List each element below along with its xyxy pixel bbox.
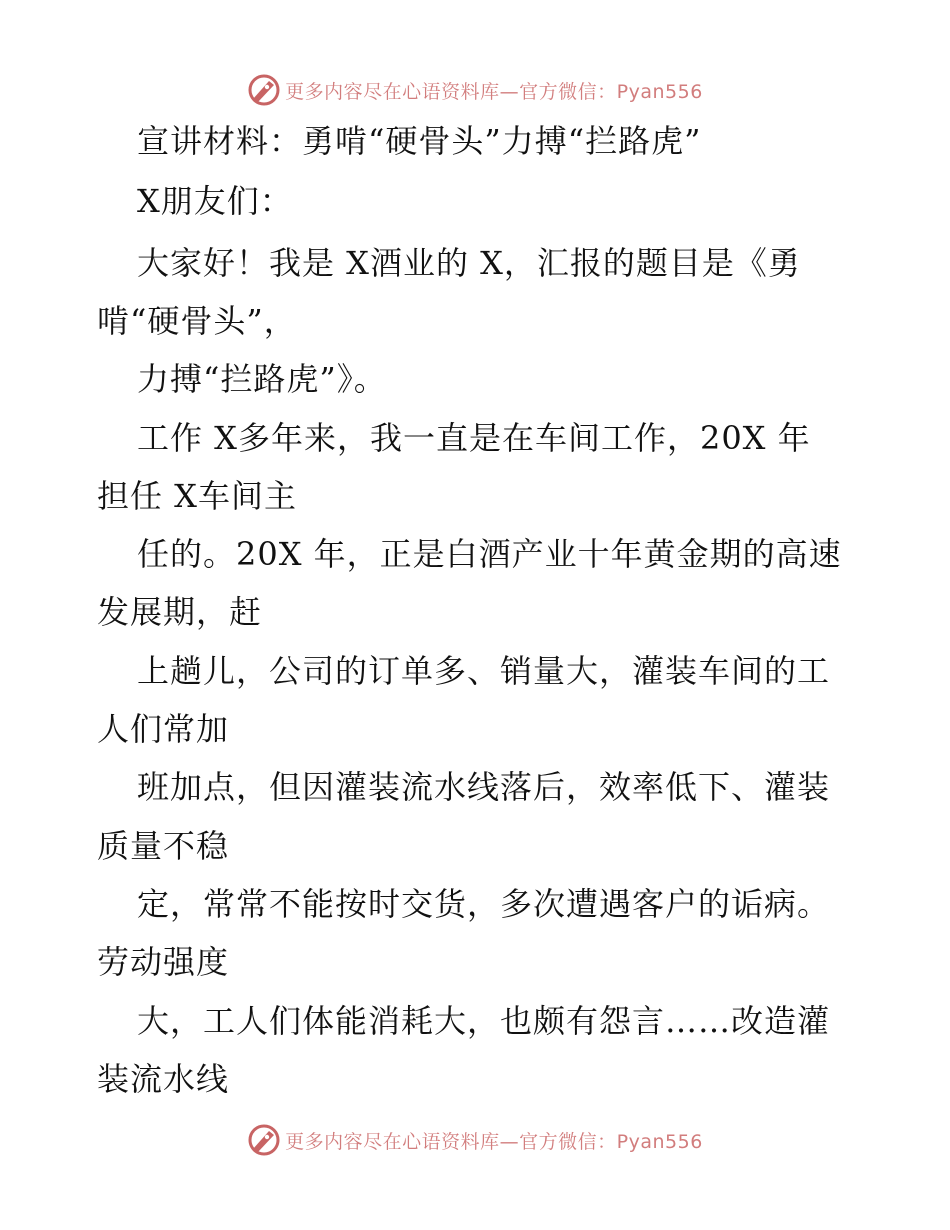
text-line: 大家好！我是 X酒业的 X，汇报的题目是《勇 — [137, 244, 801, 282]
text-line: 人们常加 — [97, 710, 230, 748]
text-line: 上趟儿，公司的订单多、销量大，灌装车间的工 — [137, 652, 831, 690]
salutation: X朋友们： — [137, 182, 293, 220]
text-line: 定，常常不能按时交货，多次遭遇客户的诟病。 — [137, 885, 831, 923]
document-title: 宣讲材料：勇啃“硬骨头”力搏“拦路虎” — [137, 122, 702, 160]
text-line: 发展期，赶 — [97, 593, 263, 631]
text-line: 力搏“拦路虎”》。 — [137, 360, 387, 398]
watermark-text: 更多内容尽在心语资料库—官方微信：Pyan556 — [285, 80, 703, 103]
pen-nib-seal-icon — [247, 73, 281, 107]
text-line: 大，工人们体能消耗大，也颇有怨言……改造灌 — [137, 1002, 831, 1040]
text-line: 工作 X多年来，我一直是在车间工作，20X 年 — [137, 419, 811, 457]
text-line: 啃“硬骨头”， — [97, 302, 297, 340]
text-line: 装流水线 — [97, 1060, 230, 1098]
text-line: 劳动强度 — [97, 943, 230, 981]
header-watermark — [0, 70, 950, 110]
pen-nib-seal-icon — [247, 1123, 281, 1157]
text-line: 质量不稳 — [97, 827, 230, 865]
watermark-text: 更多内容尽在心语资料库—官方微信：Pyan556 — [285, 1130, 703, 1153]
text-line: 担任 X车间主 — [97, 477, 297, 515]
text-line: 班加点，但因灌装流水线落后，效率低下、灌装 — [137, 768, 831, 806]
footer-watermark — [0, 1120, 950, 1160]
text-line: 任的。20X 年，正是白酒产业十年黄金期的高速 — [137, 535, 842, 573]
